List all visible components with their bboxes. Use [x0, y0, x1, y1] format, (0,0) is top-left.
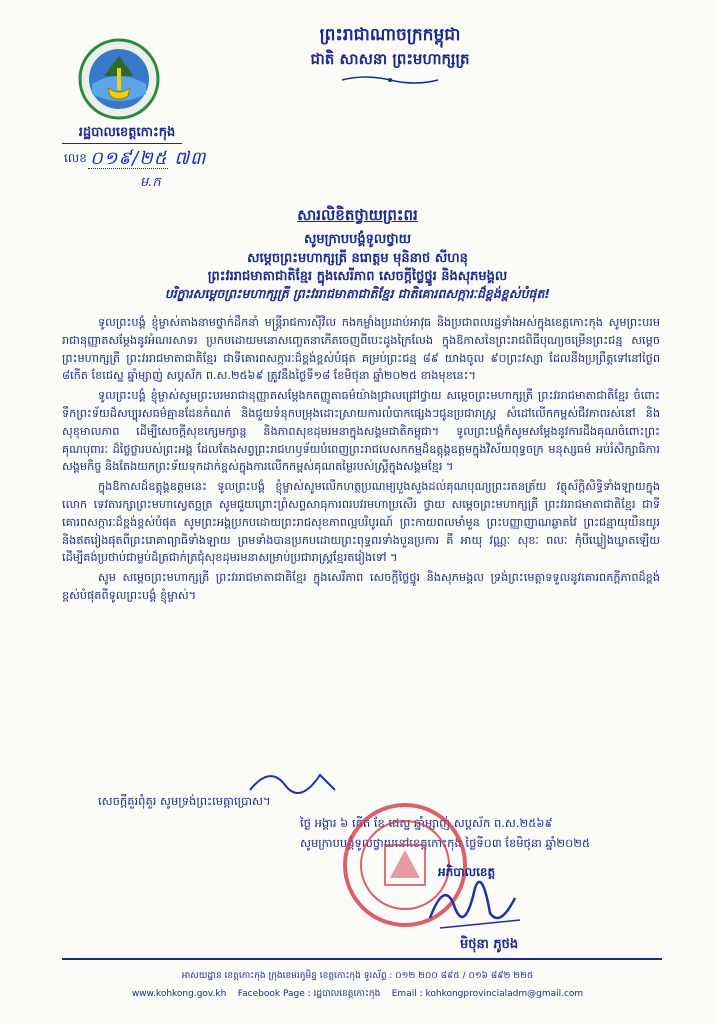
signer-name: មិថុនា ភូថង	[460, 937, 519, 952]
org-name: រដ្ឋបាលខេត្តកោះកុង	[78, 125, 176, 140]
paragraph-2: ទូលព្រះបង្គំ ខ្ញុំម្ចាស់សូមព្រះបរមរាជានុញ្ញាតសម្តែងកតញ្ញូតាធម៌យ៉ាងជ្រាលជ្រៅថ្វាយ សម្តេចព្រះមហាក្សត្រី ព្រះវររាជមាតាជាតិខ្មែរ ចំពោះទឹកព្រះទ័យដ៏សប្បុរសធម៌គ្មានដែនកំណត់ និងជួយទំនុកបម្រុងដោះស្រាយការលំបាកផ្សេងៗជូនប្រជារាស្ត្រ សំដៅលើកកម្ពស់ជីវភាពរស់នៅ និងសុខុមាលភាព ដើម្បីសេចក្តីសុខក្សេមក្សាន្ត និងភាពសុខដុមរមនាក្នុងសង្គមជាតិកម្ពុជា។ ទូលព្រះបង្គំក៏សូមសម្តែងនូវការដឹងគុណចំពោះព្រះគុណបុពារៈ ដ៏ថ្លៃថ្លារបស់ព្រះអង្គ ដែលតែងសព្វព្រះរាជហឫទ័យបំពេញព្រះរាជបេសកកម្មដ៏ឧត្តុង្គឧត្តមក្នុងវិស័យពុទ្ធចក្រ មនុស្សធម៌ អប់រំសិក្សាធិការ សង្គមកិច្ច និងតែងយកព្រះទ័យទុកដាក់ខ្ពស់ក្នុងការលើកកម្ពស់គុណតម្លៃរបស់ស្ត្រីក្នុងសង្គមខ្មែរ ។	[62, 389, 660, 474]
letter-body	[62, 314, 660, 607]
address-line-3: ព្រះវររាជមាតាជាតិខ្មែរ ក្នុងសេរីភាព សេចក្តីថ្លៃថ្នូរ និងសុភមង្គល	[207, 269, 508, 284]
paragraph-4: សូម សម្តេចព្រះមហាក្សត្រី ព្រះវររាជមាតាជាតិខ្មែរ ក្នុងសេរីភាព សេចក្តីថ្លៃថ្នូរ និងសុភមង្គល ទ្រង់ព្រះមេត្តាទទួលនូវគោរពភក្តីភាពដ៏ខ្ពង់ខ្ពស់បំផុតពីទូលព្រះបង្គំ ខ្ញុំម្ចាស់។	[62, 571, 660, 602]
footer-contacts	[0, 988, 715, 1001]
national-motto: ជាតិ សាសនា ព្រះមហាក្សត្រ	[310, 50, 470, 68]
doc-no: ០១៩/២៥ ៧៣	[90, 148, 207, 169]
doc-no-dots	[88, 168, 168, 169]
footer-email[interactable]: Email : kohkongprovincialadm@gmail.com	[391, 989, 584, 999]
kingdom-title: ព្រះរាជាណាចក្រកម្ពុជា	[319, 25, 461, 45]
footer-website[interactable]: www.kohkong.gov.kh	[131, 989, 227, 999]
initial-signature-icon	[240, 760, 350, 800]
paragraph-3: ក្នុងឱកាសដ៏ឧត្តុង្គឧត្តមនេះ ទូលព្រះបង្គំ ខ្ញុំម្ចាស់សូមលើកហត្ថប្រណម្យបួងសួងដល់គុណបុណ្យព្រះរតនត្រ័យ វត្ថុស័ក្តិសិទ្ធិទាំងឡាយក្នុងលោក ទេវតារក្សាព្រះមហាស្វេតច្ឆត្រ សូមជួយព្រោះព្រំសព្ទសាធុការពរបវរមហាប្រសើរ ថ្វាយ សម្តេចព្រះមហាក្សត្រី ព្រះវររាជមាតាជាតិខ្មែរ ជាទីគោរពសក្ការៈដ៏ខ្ពង់ខ្ពស់បំផុត សូមព្រះអង្គប្រកបដោយព្រះរាជសុខភាពល្អបរិបូរណ៍ ព្រះកាយពលមាំមួន ព្រះបញ្ញាញាណឆ្លាតវៃ ព្រះជន្មាយុយឺនយូរ និងឥតរៀងផុតពីព្រះរោគាព្យាធិទាំងឡាយ ព្រមទាំងបានប្រកបដោយព្រះពុទ្ធពរទាំងបួនប្រការ គឺ អាយុ វណ្ណៈ សុខៈ ពលៈ កុំបីឃ្លៀងឃ្លាតឡើយ ដើម្បីគង់ប្រថាប់ជាម្លប់ដ៏ត្រជាក់ត្រជុំសុខដុមរមនាសម្រាប់ប្រជារាស្ត្រខ្មែរតរៀងទៅ ។	[62, 480, 660, 565]
paragraph-1: ទូលព្រះបង្គំ ខ្ញុំម្ចាស់តាងនាមថ្នាក់ដឹកនាំ មន្ត្រីរាជការស៊ីវិល កងកម្លាំងប្រដាប់អាវុធ និងប្រជាពលរដ្ឋទាំងអស់ក្នុងខេត្តកោះកុង សូមព្រះបរមរាជានុញ្ញាតសម្តែងនូវអំណរសាទរ ប្រកបដោយមនោសញ្ចេតនាកើតចេញពីបេះដូងក្រៃលែង ក្នុងឱកាសនៃព្រះរាជពិធីបុណ្យចម្រើនព្រះជន្ម សម្តេចព្រះមហាក្សត្រី ព្រះវររាជមាតាជាតិខ្មែរ ជាទីគោរពសក្ការៈដ៏ខ្ពង់ខ្ពស់បំផុត គម្រប់ព្រះជន្ម ៨៩ យាងចូល ៩០ព្រះវស្សា ដែលនឹងប្រព្រឹត្តទៅនៅថ្ងៃព ៨កើត ខែជេស្ឋ ឆ្នាំម្សាញ់ សប្តស័ក ព.ស.២៥៦៩ ត្រូវនឹងថ្ងៃទី១៨ ខែមិថុនា ឆ្នាំ២០២៥ ខាងមុខនេះ។	[62, 316, 660, 383]
ornament-divider-icon	[340, 74, 440, 86]
solar-date-line: សូមក្រាបបង្គំទូលថ្វាយនៅខេត្តកោះកុង ថ្ងៃទី០៣ ខែមិថុនា ឆ្នាំ២០២៥	[300, 836, 591, 850]
footer-rule	[62, 958, 662, 960]
address-line-1: សូមក្រាបបង្គំទូលថ្វាយ	[303, 232, 412, 247]
footer-facebook[interactable]: Facebook Page : រដ្ឋបាលខេត្តកោះកុង	[237, 989, 381, 999]
letter-title: សារលិខិតថ្វាយព្រះពរ	[297, 206, 418, 224]
provincial-logo-icon	[78, 38, 160, 120]
doc-no-label: លេខ	[64, 151, 87, 165]
closing-text: សេចក្តីគួរពុំគួរ សូមទ្រង់ព្រះមេត្តាប្រោស។	[98, 794, 271, 808]
doc-no-suffix: ម.ក	[140, 175, 161, 190]
lunar-date-line: ថ្ងៃ អង្គារ ៦ កើត ខែ ជេស្ឋ ឆ្នាំម្សាញ់ សប្តស័ក ព.ស.២៥៦៩	[300, 816, 553, 830]
signer-title: អភិបាលខេត្ត	[438, 865, 496, 879]
address-line-2: សម្តេចព្រះមហាក្សត្រី នរោត្តម មុនិនាថ សីហនុ	[247, 251, 468, 266]
org-underline	[62, 143, 182, 144]
governor-signature-icon	[420, 858, 530, 938]
address-line-4: បរិក្ខារសម្តេចព្រះមហាក្សត្រី ព្រះវររាជមាតាជាតិខ្មែរ ជាតិគោរពសក្ការៈដ៏ខ្ពង់ខ្ពស់បំផុត!	[164, 286, 551, 301]
footer-address: អាសយដ្ឋាន ខេត្តកោះកុង ក្រុងខេមរភូមិន្ទ ខេត្តកោះកុង ទូរស័ព្ទ : ០១២ ២០០ ៨៩៥ / ០១៦ ៨៩២ ២២៥	[181, 971, 534, 981]
